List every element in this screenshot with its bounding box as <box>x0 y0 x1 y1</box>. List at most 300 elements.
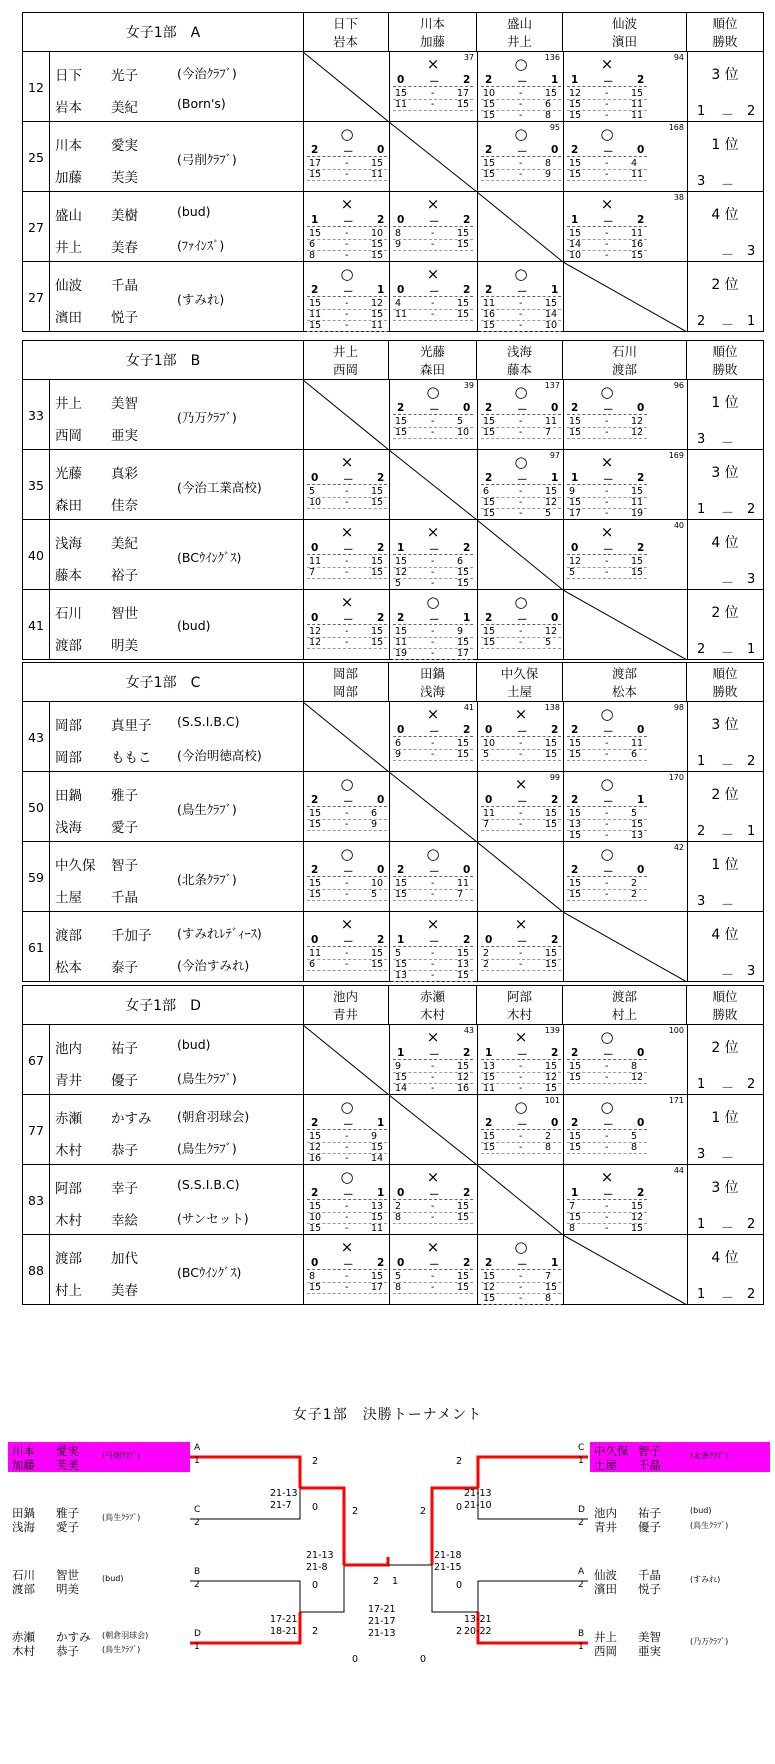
game-points-own: 10 <box>309 497 322 508</box>
match-cell <box>303 262 390 332</box>
record-dash: － <box>721 506 735 521</box>
diagonal-line <box>563 262 687 332</box>
diagonal-line <box>477 520 563 590</box>
player-surname: 石川 <box>55 606 82 622</box>
set-score <box>393 1047 473 1060</box>
rank-header <box>687 13 763 51</box>
group-seed: 2 <box>194 1518 200 1528</box>
league-title: 女子1部 C <box>23 663 304 701</box>
match-number: 136 <box>544 53 560 62</box>
game-score <box>481 959 561 971</box>
game-score: 21-13 <box>306 1550 334 1561</box>
game-points-own: 5 <box>395 578 402 589</box>
opponent-name-2: 浅海 <box>419 684 445 699</box>
score-dash: - <box>345 948 349 959</box>
score-dash: － <box>603 146 614 158</box>
player-1 <box>55 532 171 552</box>
sets-won: 1 <box>397 542 405 554</box>
game-points-own: 15 <box>483 1271 496 1282</box>
team-row <box>23 771 763 842</box>
sets-lost: 0 <box>637 1117 645 1129</box>
game-points-opp: 15 <box>371 497 384 508</box>
sets-lost: 2 <box>463 724 471 736</box>
score-dash: － <box>517 1259 528 1271</box>
set-score <box>481 74 561 87</box>
score-dash: - <box>345 1142 349 1153</box>
group-seed: 1 <box>578 1456 584 1466</box>
game-points-own: 10 <box>569 250 582 261</box>
team-row <box>23 449 763 520</box>
player-2 <box>55 956 171 976</box>
score-dash: - <box>345 1282 349 1293</box>
sets-lost: 0 <box>551 402 559 414</box>
opponent-name-2: 木村 <box>419 1007 445 1022</box>
score-dash: - <box>431 1072 435 1083</box>
score-dash: - <box>519 309 523 320</box>
match-number: 171 <box>668 1096 684 1105</box>
match-game-score: 0 <box>456 1502 463 1513</box>
game-points-opp: 14 <box>371 1153 384 1164</box>
player-surname: 石川 <box>12 1568 35 1582</box>
game-points-own: 12 <box>569 88 582 99</box>
score-dash: - <box>431 427 435 438</box>
game-points-opp: 13 <box>631 830 644 841</box>
game-points-opp: 16 <box>457 1083 470 1094</box>
game-points-own: 5 <box>309 486 316 497</box>
match-number: 42 <box>673 843 684 852</box>
record-dash: － <box>721 436 735 451</box>
bracket-entry-right <box>590 1504 770 1534</box>
sets-won: 2 <box>397 612 405 624</box>
game-points-opp: 15 <box>371 626 384 637</box>
score-dash: - <box>519 749 523 760</box>
loss-mark: × <box>340 523 354 541</box>
game-points-opp: 8 <box>631 1142 638 1153</box>
opponent-name-2: 井上 <box>506 34 532 49</box>
player-club: (S.S.I.B.C) <box>177 1177 240 1192</box>
game-points-own: 15 <box>569 99 582 110</box>
score-dash: - <box>519 1293 523 1304</box>
sets-lost: 0 <box>637 1047 645 1059</box>
game-points-opp: 15 <box>371 637 384 648</box>
player-given-name: 美樹 <box>111 208 138 224</box>
player-given-name: 恭子 <box>56 1644 79 1658</box>
player-2 <box>55 166 171 186</box>
game-points-opp: 13 <box>457 959 470 970</box>
score-dash: － <box>517 614 528 626</box>
sets-won: 2 <box>571 1047 579 1059</box>
sets-lost: 1 <box>551 472 559 484</box>
sets-won: 2 <box>485 74 493 86</box>
game-points-own: 15 <box>569 808 582 819</box>
match-cell <box>477 1235 564 1305</box>
player-surname: 川本 <box>55 138 82 154</box>
game-points-opp: 2 <box>631 878 638 889</box>
entry-player <box>594 1581 661 1597</box>
game-points-opp: 17 <box>457 648 470 659</box>
match-cell <box>303 590 390 660</box>
loss-mark: × <box>426 1168 440 1186</box>
team-rank-cell <box>687 842 763 912</box>
win-mark: ○ <box>514 593 528 611</box>
loss-mark: × <box>340 453 354 471</box>
score-dash: - <box>345 1223 349 1234</box>
loss-mark: × <box>514 1028 528 1046</box>
game-score <box>481 427 561 439</box>
score-dash: - <box>519 320 523 331</box>
match-cell <box>563 772 688 842</box>
match-cell <box>303 772 390 842</box>
team-rank-cell <box>687 380 763 450</box>
player-2 <box>55 816 171 836</box>
score-dash: - <box>605 556 609 567</box>
set-score <box>307 542 387 555</box>
player-surname: 日下 <box>55 68 82 84</box>
set-score <box>393 612 473 625</box>
set-score <box>393 864 473 877</box>
set-score <box>393 934 473 947</box>
score-dash: - <box>605 250 609 261</box>
score-dash: - <box>519 158 523 169</box>
score-dash: － <box>517 474 528 486</box>
game-score <box>481 637 561 649</box>
set-score <box>481 284 561 297</box>
score-dash: - <box>605 1212 609 1223</box>
player-1 <box>55 134 171 154</box>
game-points-opp: 15 <box>457 637 470 648</box>
score-dash: - <box>605 427 609 438</box>
game-score <box>393 309 473 321</box>
game-score <box>307 497 387 509</box>
team-rank-cell <box>687 1095 763 1165</box>
score-dash: - <box>605 1223 609 1234</box>
score-dash: - <box>345 298 349 309</box>
match-cell <box>563 1095 688 1165</box>
score-dash: - <box>519 959 523 970</box>
player-given-name: 愛子 <box>111 820 138 836</box>
team-row <box>23 121 763 192</box>
team-rank-cell <box>687 520 763 590</box>
player-given-name: 真彩 <box>111 466 138 482</box>
sets-won: 1 <box>571 74 579 86</box>
game-points-opp: 9 <box>371 819 378 830</box>
sets-won: 2 <box>485 612 493 624</box>
game-points-own: 12 <box>569 556 582 567</box>
bracket-line-final <box>344 1557 388 1565</box>
game-points-own: 14 <box>395 1083 408 1094</box>
player-given-name: 雅子 <box>111 788 138 804</box>
team-row <box>23 191 763 262</box>
sets-won: 2 <box>311 864 319 876</box>
match-number: 95 <box>549 123 560 132</box>
player-1 <box>55 924 171 944</box>
game-points-opp: 12 <box>545 1072 558 1083</box>
score-dash: - <box>605 508 609 519</box>
game-points-own: 15 <box>483 427 496 438</box>
opponent-header <box>303 341 389 379</box>
sets-lost: 2 <box>377 214 385 226</box>
losses: 1 <box>747 642 756 657</box>
rank: 4 位 <box>711 1250 739 1266</box>
rank: 4 位 <box>711 927 739 943</box>
score-dash: - <box>605 88 609 99</box>
bracket-entry-left <box>8 1566 190 1596</box>
game-points-opp: 5 <box>545 508 552 519</box>
player-given-name: 悦子 <box>638 1582 661 1596</box>
game-points-opp: 10 <box>545 320 558 331</box>
player-club: (鳥生ｸﾗﾌﾞ) <box>177 1141 237 1156</box>
game-points-opp: 15 <box>545 88 558 99</box>
team-number: 50 <box>23 772 50 842</box>
self-cell <box>563 262 688 332</box>
win-mark: ○ <box>340 775 354 793</box>
player-given-name: 明美 <box>111 638 138 654</box>
player-given-name: 亜実 <box>638 1644 661 1658</box>
rank: 1 位 <box>711 395 739 411</box>
final-score: 2 <box>373 1576 380 1587</box>
score-dash: － <box>429 1259 440 1271</box>
game-points-own: 8 <box>395 1212 402 1223</box>
match-number: 170 <box>668 773 684 782</box>
score-dash: - <box>431 970 435 981</box>
score-dash: － <box>343 936 354 948</box>
rank-header <box>687 341 763 379</box>
player-given-name: 愛実 <box>111 138 138 154</box>
game-points-own: 15 <box>569 1061 582 1072</box>
sets-won: 2 <box>485 144 493 156</box>
record-dash: － <box>721 318 735 333</box>
player-given-name: 明美 <box>56 1582 79 1596</box>
bracket-entry-left <box>8 1504 190 1534</box>
sets-lost: 2 <box>637 472 645 484</box>
team-row <box>23 519 763 590</box>
game-score <box>481 169 561 181</box>
score-dash: － <box>343 1189 354 1201</box>
score-dash: － <box>517 796 528 808</box>
player-given-name: 幸絵 <box>111 1213 138 1229</box>
game-score <box>567 749 647 761</box>
self-cell <box>477 192 564 262</box>
entry-player <box>12 1457 79 1473</box>
game-points-opp: 15 <box>545 1282 558 1293</box>
player-1 <box>55 602 171 622</box>
opponent-name-2: 岩本 <box>332 34 358 49</box>
sets-lost: 2 <box>377 542 385 554</box>
game-points-opp: 15 <box>545 1083 558 1094</box>
rank: 2 位 <box>711 277 739 293</box>
match-number: 38 <box>673 193 684 202</box>
player-club: (bud) <box>177 204 211 219</box>
player-1 <box>55 784 171 804</box>
entry-club: (乃万ｸﾗﾌﾞ) <box>690 1637 729 1646</box>
game-points-own: 16 <box>483 309 496 320</box>
match-cell <box>303 192 390 262</box>
player-given-name: 雅子 <box>56 1506 79 1520</box>
team-rank-cell <box>687 1235 763 1305</box>
team-row <box>23 1094 763 1165</box>
game-points-opp: 15 <box>371 239 384 250</box>
opponent-name-1: 盛山 <box>506 16 532 31</box>
game-points-own: 16 <box>309 1153 322 1164</box>
score-dash: － <box>429 866 440 878</box>
team-row <box>23 261 763 332</box>
team-rank-cell <box>687 912 763 982</box>
player-given-name: 幸子 <box>111 1181 138 1197</box>
player-1 <box>55 392 171 412</box>
set-score <box>567 402 647 415</box>
sets-won: 1 <box>571 472 579 484</box>
sets-won: 0 <box>311 1257 319 1269</box>
game-points-opp: 15 <box>371 1271 384 1282</box>
record-dash: － <box>721 1151 735 1166</box>
player-surname: 加藤 <box>12 1458 35 1472</box>
score-dash: － <box>429 76 440 88</box>
score-dash: - <box>605 416 609 427</box>
player-surname: 藤本 <box>55 568 82 584</box>
match-cell <box>303 1235 390 1305</box>
win-mark: ○ <box>340 125 354 143</box>
game-points-own: 15 <box>569 158 582 169</box>
game-points-own: 15 <box>395 427 408 438</box>
team-players <box>49 520 304 590</box>
game-points-opp: 12 <box>631 1212 644 1223</box>
player-2 <box>55 746 171 766</box>
team-rank-cell <box>687 122 763 192</box>
set-score <box>567 724 647 737</box>
tournament-title: 女子1部 決勝トーナメント <box>292 1407 483 1423</box>
score-dash: － <box>343 474 354 486</box>
score-dash: - <box>605 497 609 508</box>
sets-won: 0 <box>397 1187 405 1199</box>
team-rank-cell <box>687 702 763 772</box>
opponent-header <box>477 341 563 379</box>
match-cell <box>563 192 688 262</box>
sets-lost: 0 <box>377 864 385 876</box>
game-points-opp: 6 <box>457 556 464 567</box>
match-cell <box>563 1165 688 1235</box>
entry-player <box>594 1519 661 1535</box>
opponent-name-2: 渡部 <box>611 362 637 377</box>
game-points-own: 15 <box>483 169 496 180</box>
player-surname: 加藤 <box>55 170 82 186</box>
game-points-own: 15 <box>483 158 496 169</box>
team-club: (BCｳｲﾝｸﾞｽ) <box>177 1265 242 1280</box>
game-points-own: 15 <box>309 819 322 830</box>
game-points-opp: 12 <box>545 626 558 637</box>
win-mark: ○ <box>340 1168 354 1186</box>
sets-lost: 0 <box>551 144 559 156</box>
game-points-own: 11 <box>483 298 496 309</box>
record-label: 勝敗 <box>712 362 738 377</box>
sets-lost: 2 <box>463 542 471 554</box>
set-score <box>307 284 387 297</box>
bracket-line-winner <box>190 1457 300 1488</box>
game-points-own: 9 <box>395 749 402 760</box>
diagonal-line <box>303 52 389 122</box>
match-number: 43 <box>463 1026 474 1035</box>
game-score: 21-18 <box>434 1550 462 1561</box>
opponent-name-2: 松本 <box>611 684 637 699</box>
player-2 <box>55 1279 171 1299</box>
match-number: 98 <box>673 703 684 712</box>
match-cell <box>389 52 478 122</box>
score-dash: - <box>345 1153 349 1164</box>
player-surname: 赤瀬 <box>12 1630 35 1644</box>
game-points-own: 7 <box>309 567 316 578</box>
game-points-own: 15 <box>569 878 582 889</box>
score-dash: － <box>429 614 440 626</box>
match-cell <box>563 122 688 192</box>
opponent-header <box>389 986 477 1024</box>
loss-mark: × <box>514 915 528 933</box>
group-label: C <box>194 1505 201 1515</box>
rank: 3 位 <box>711 67 739 83</box>
sets-lost: 0 <box>551 612 559 624</box>
record-dash: － <box>721 1081 735 1096</box>
game-points-opp: 11 <box>631 738 644 749</box>
match-game-score: 2 <box>456 1456 463 1467</box>
game-points-opp: 15 <box>545 486 558 497</box>
score-dash: - <box>605 749 609 760</box>
opponent-header <box>477 986 563 1024</box>
opponent-header <box>477 663 563 701</box>
score-dash: - <box>345 158 349 169</box>
match-number: 97 <box>549 451 560 460</box>
game-points-opp: 15 <box>545 959 558 970</box>
game-points-opp: 15 <box>457 1282 470 1293</box>
set-score <box>307 1187 387 1200</box>
opponent-header <box>389 663 477 701</box>
sets-lost: 2 <box>551 794 559 806</box>
match-number: 168 <box>668 123 684 132</box>
sets-lost: 2 <box>463 284 471 296</box>
game-points-own: 15 <box>309 169 322 180</box>
game-score <box>393 648 473 660</box>
game-points-opp: 8 <box>545 1293 552 1304</box>
game-points-opp: 12 <box>631 1072 644 1083</box>
player-club: (朝倉羽球会) <box>177 1109 250 1124</box>
game-points-own: 15 <box>395 556 408 567</box>
team-row <box>23 379 763 450</box>
game-points-own: 15 <box>309 808 322 819</box>
diagonal-line <box>563 1235 687 1305</box>
sets-won: 0 <box>397 1257 405 1269</box>
self-cell <box>303 1025 390 1095</box>
loss-mark: × <box>340 915 354 933</box>
score-dash: － <box>343 796 354 808</box>
player-club: (bud) <box>177 1037 211 1052</box>
game-points-own: 15 <box>309 1201 322 1212</box>
win-mark: ○ <box>514 125 528 143</box>
set-score <box>307 1117 387 1130</box>
game-points-opp: 15 <box>631 1201 644 1212</box>
player-2 <box>55 424 171 444</box>
game-points-own: 15 <box>483 1131 496 1142</box>
losses: 3 <box>747 572 756 587</box>
team-number: 88 <box>23 1235 50 1305</box>
player-given-name: 光子 <box>111 68 138 84</box>
player-club: (鳥生ｸﾗﾌﾞ) <box>177 1071 237 1086</box>
record-dash: － <box>721 576 735 591</box>
win-mark: ○ <box>600 845 614 863</box>
match-game-score: 2 <box>312 1456 319 1467</box>
score-dash: - <box>431 1282 435 1293</box>
set-score <box>393 1257 473 1270</box>
score-dash: － <box>603 474 614 486</box>
score-dash: - <box>519 99 523 110</box>
match-cell <box>477 702 564 772</box>
match-cell <box>389 1025 478 1095</box>
